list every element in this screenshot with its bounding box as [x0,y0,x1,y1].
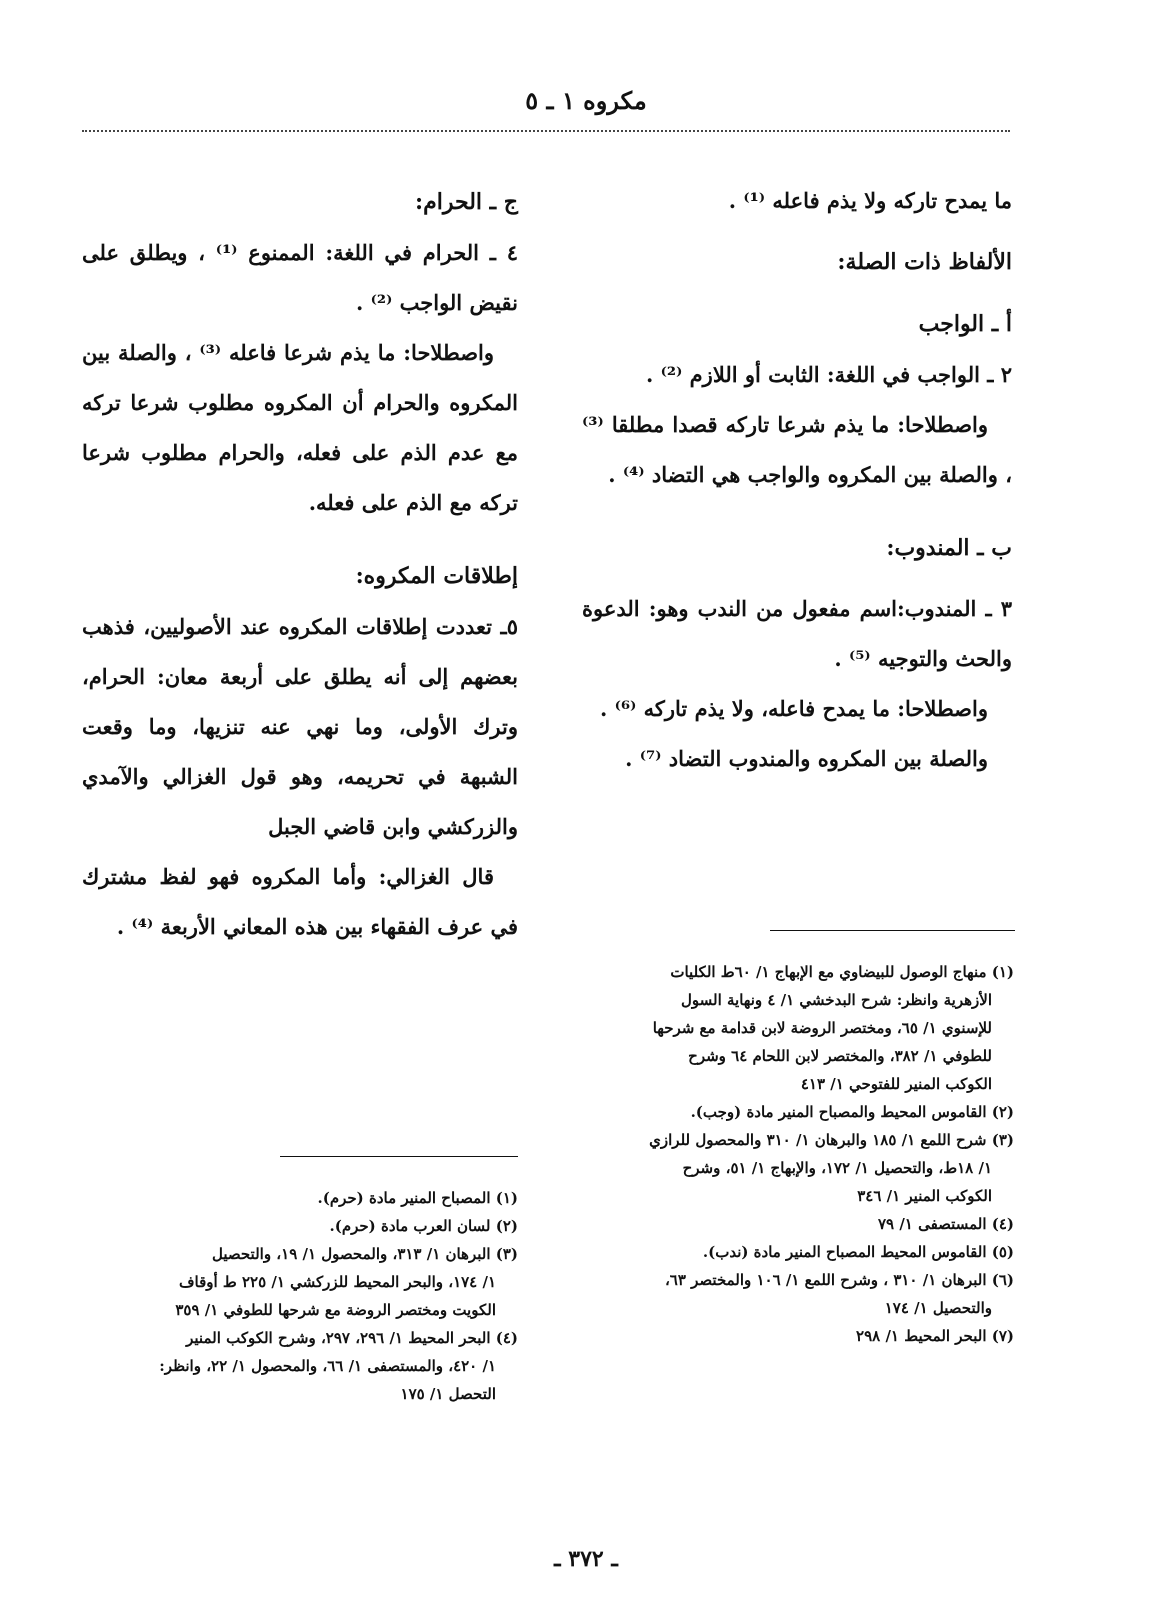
left-column [82,176,518,952]
paragraph-wajib-istilah: واصطلاحا: ما يذم شرعا تاركه قصدا مطلقا ⁽³⁾ ، والصلة بين المكروه والواجب هي التضاد ⁽⁴⁾ . [582,412,1012,487]
heading-mandub: ب ـ المندوب: [886,535,1012,561]
footnote: (٣) شرح اللمع ١/ ١٨٥ والبرهان ١/ ٣١٠ والمحصول للرازي ١/ ١٨ط، والتحصيل ١/ ١٧٢، والإبهاج ١/ ٥١، وشرح الكوكب المنير ١/ ٣٤٦ [649,1131,1014,1205]
paragraph-ghazali-quote: قال الغزالي: وأما المكروه فهو لفظ مشترك في عرف الفقهاء بين هذه المعاني الأربعة ⁽⁴⁾ . [82,864,518,939]
footnote: (٢) لسان العرب مادة (حرم). [329,1217,518,1235]
footnote-divider-right [770,930,1015,931]
footnote: (٦) البرهان ١/ ٣١٠ ، وشرح اللمع ١/ ١٠٦ والمختصر ٦٣، والتحصيل ١/ ١٧٤ [664,1271,1014,1317]
paragraph-wajib-lugha: ٢ ـ الواجب في اللغة: الثابت أو اللازم ⁽²⁾ . [646,362,1012,387]
footnote: (٤) المستصفى ١/ ٧٩ [877,1215,1014,1233]
paragraph-haram-istilah: واصطلاحا: ما يذم شرعا فاعله ⁽³⁾ ، والصلة بين المكروه والحرام أن المكروه مطلوب شرعا تركه مع عدم الذم على فعله، والحرام مطلوب شرعا تركه مع الذم على فعله. [82,340,518,515]
footnote-divider-left [280,1156,518,1157]
header-dotted-divider [82,130,1010,132]
paragraph-haram-lugha: ٤ ـ الحرام في اللغة: الممنوع ⁽¹⁾ ، ويطلق على نقيض الواجب ⁽²⁾ . [82,240,518,315]
footnote: (٧) البحر المحيط ١/ ٢٩٨ [856,1327,1014,1345]
footnotes-right [582,958,1014,1350]
footnote: (٢) القاموس المحيط والمصباح المنير مادة (وجب). [690,1103,1014,1121]
heading-itlaqat: إطلاقات المكروه: [355,563,518,589]
heading-wajib: أ ـ الواجب [918,311,1012,337]
page-number: ـ ٣٧٢ ـ [554,1546,618,1572]
paragraph-mandub-sila: والصلة بين المكروه والمندوب التضاد ⁽⁷⁾ . [625,746,988,771]
paragraph-mandub-lugha: ٣ ـ المندوب:اسم مفعول من الندب وهو: الدعوة والحث والتوجيه ⁽⁵⁾ . [582,596,1012,671]
paragraph-itlaqat: ٥ـ تعددت إطلاقات المكروه عند الأصوليين، فذهب بعضهم إلى أنه يطلق على أربعة معان: الحرام، وترك الأولى، وما نهي عنه تنزيها، وما وقعت الشبهة في تحريمه، وهو قول الغزالي والآمدي والزركشي وابن قاضي الجبل [82,614,518,839]
paragraph-makruh-definition-end: ما يمدح تاركه ولا يذم فاعله ⁽¹⁾ . [728,188,1012,213]
footnote: (١) منهاج الوصول للبيضاوي مع الإبهاج ١/ ٦٠ط الكليات الأزهرية وانظر: شرح البدخشي ١/ ٤ ونهاية السول للإسنوي ١/ ٦٥، ومختصر الروضة لابن قدامة مع شرحها للطوفي ١/ ٣٨٢، والمختصر لابن اللحام ٦٤ وشرح الكوكب المنير للفتوحي ١/ ٤١٣ [652,963,1014,1093]
heading-related-terms: الألفاظ ذات الصلة: [837,249,1012,275]
paragraph-mandub-istilah: واصطلاحا: ما يمدح فاعله، ولا يذم تاركه ⁽⁶⁾ . [599,696,988,721]
heading-haram: ج ـ الحرام: [415,189,518,215]
page-header-title: مكروه ١ ـ ٥ [525,86,647,115]
right-column [582,176,1012,784]
footnotes-left [82,1184,518,1408]
footnote: (٣) البرهان ١/ ٣١٣، والمحصول ١/ ١٩، والتحصيل ١/ ١٧٤، والبحر المحيط للزركشي ١/ ٢٢٥ ط أوقاف الكويت ومختصر الروضة مع شرحها للطوفي ١/ ٣٥٩ [175,1245,518,1319]
footnote: (٤) البحر المحيط ١/ ٢٩٦، ٢٩٧، وشرح الكوكب المنير ١/ ٤٢٠، والمستصفى ١/ ٦٦، والمحصول ١/ ٢٢، وانظر: التحصل ١/ ١٧٥ [159,1329,518,1403]
footnote: (١) المصباح المنير مادة (حرم). [317,1189,518,1207]
footnote: (٥) القاموس المحيط المصباح المنير مادة (ندب). [702,1243,1014,1261]
